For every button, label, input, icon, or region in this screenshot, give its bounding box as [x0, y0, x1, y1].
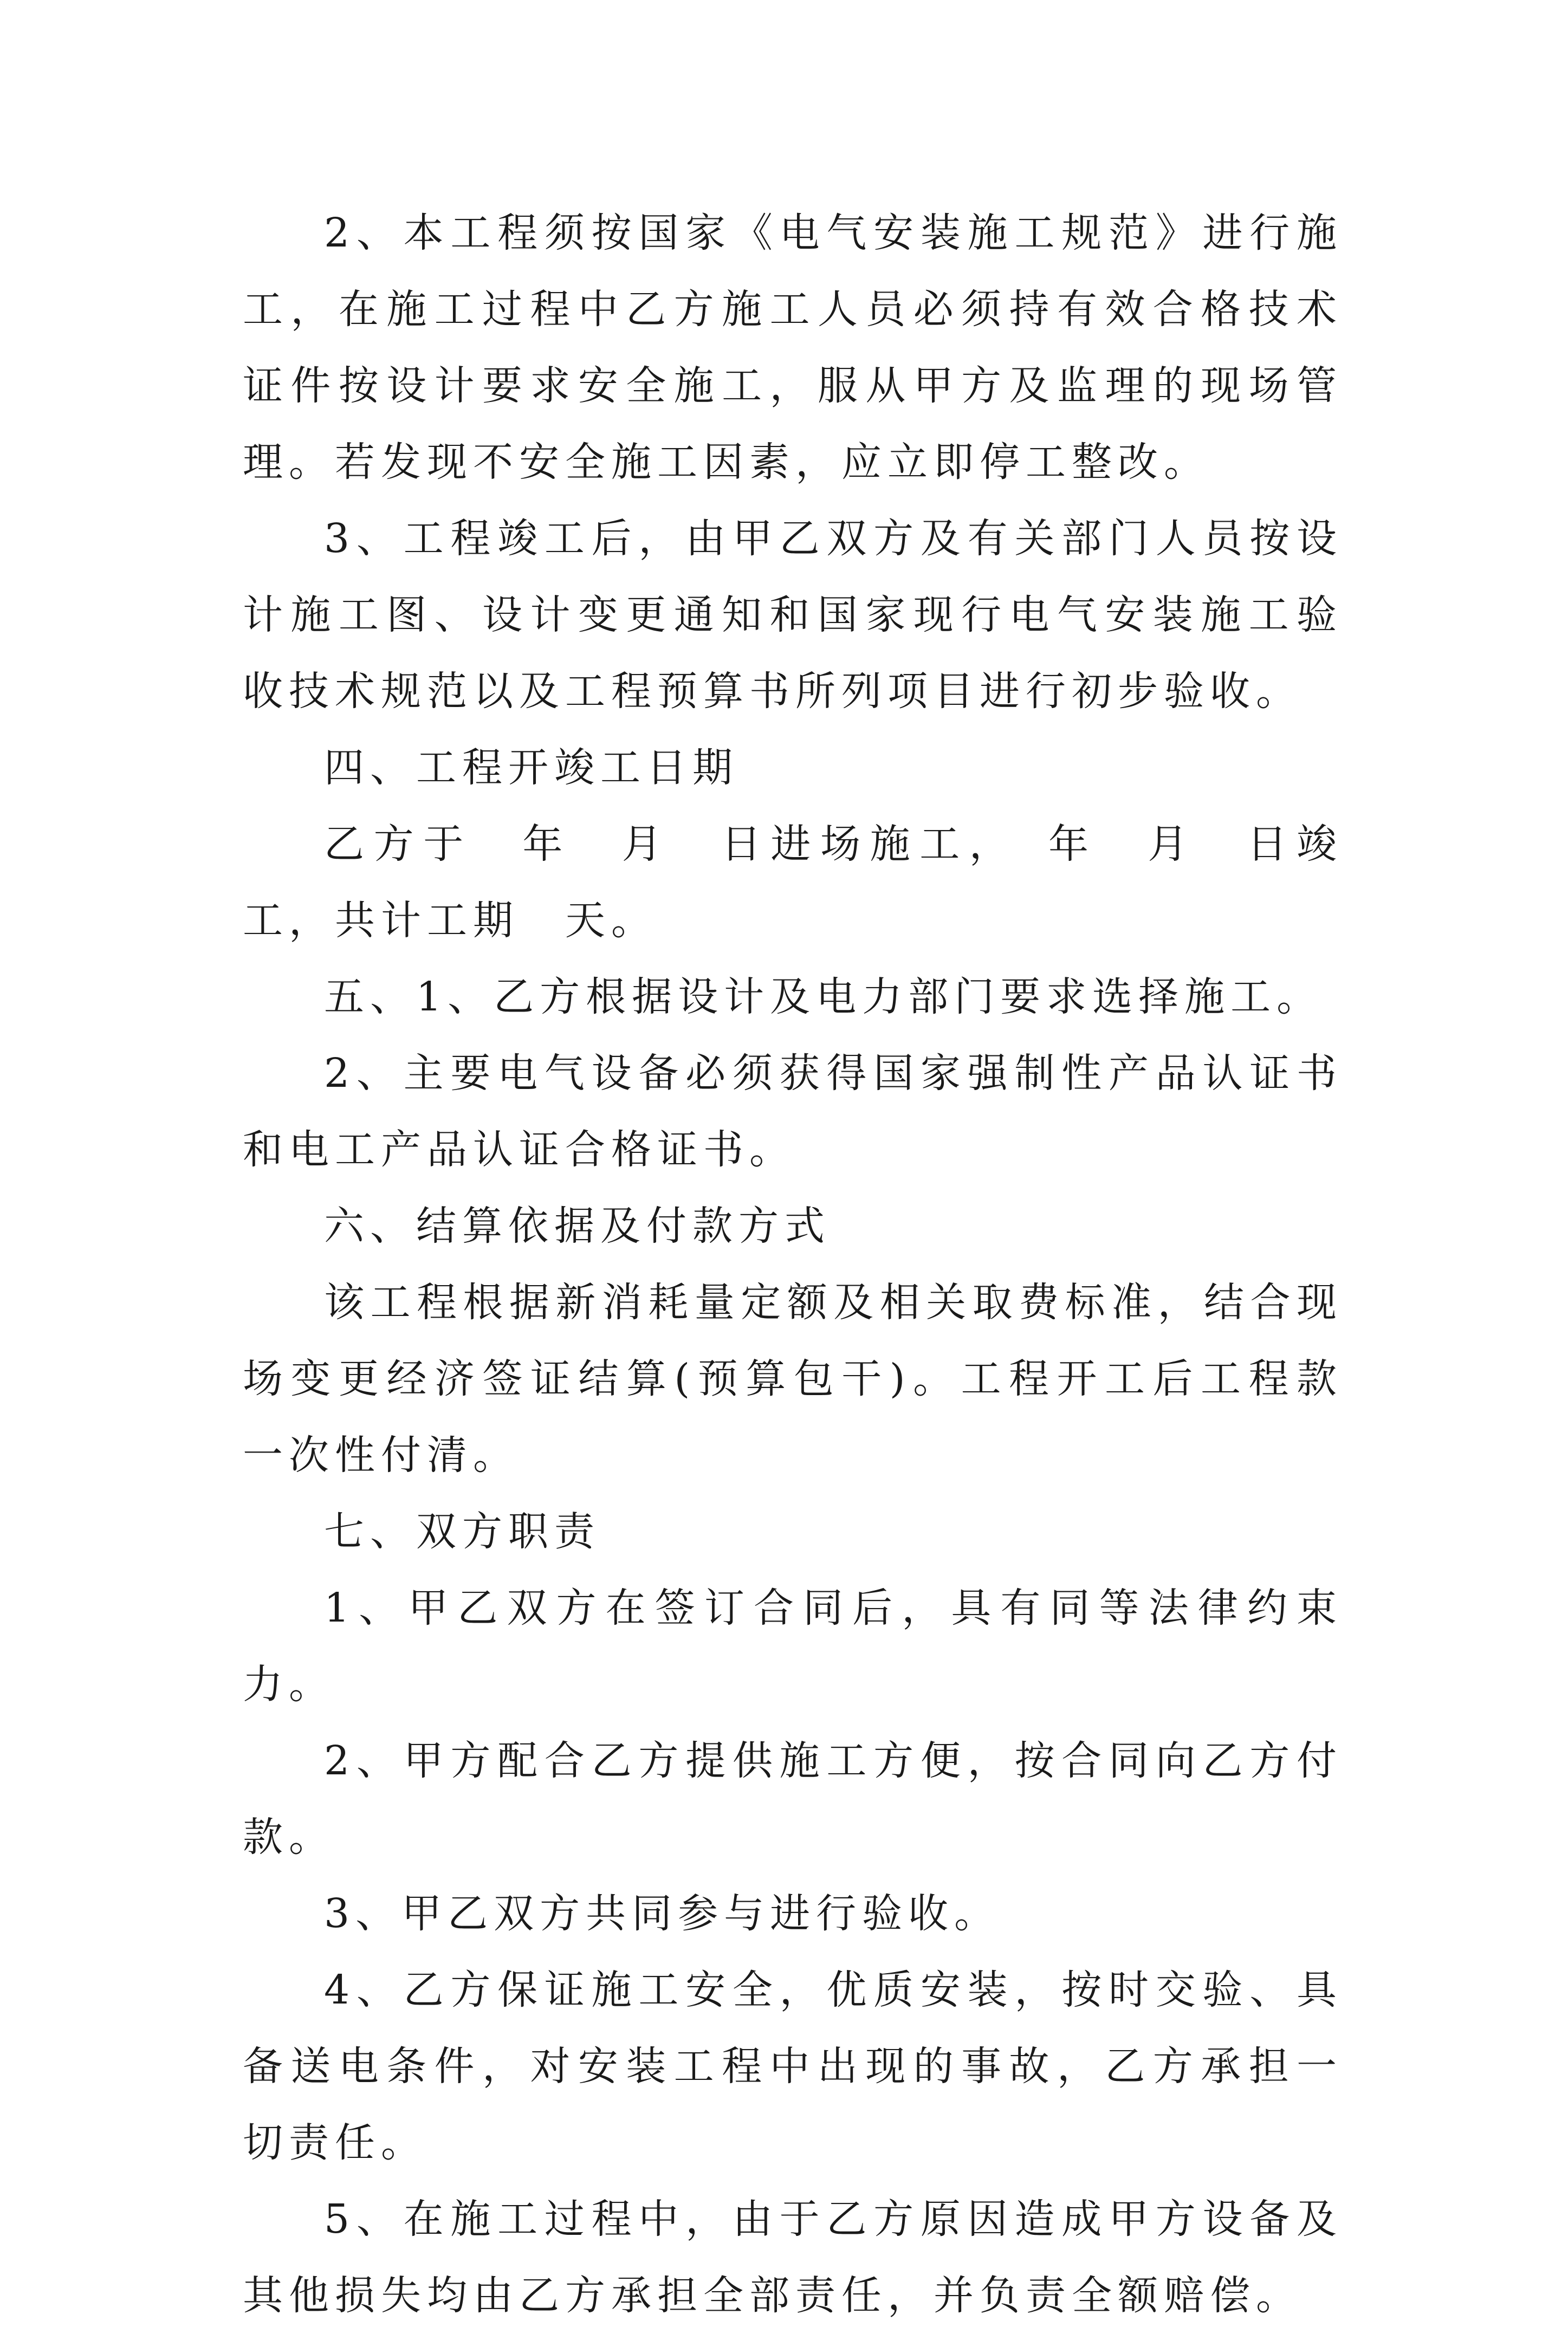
duty-4: 4、乙方保证施工安全，优质安装，按时交验、具备送电条件，对安装工程中出现的事故，乙方承担一切责任。 [243, 1967, 1343, 2166]
section-6-heading: 六、结算依据及付款方式 [324, 1203, 831, 1249]
settlement-paragraph: 该工程根据新消耗量定额及相关取费标准，结合现场变更经济签证结算(预算包干)。工程开工后工程款一次性付清。 [243, 1279, 1343, 1479]
duty-3: 3、甲乙双方共同参与进行验收。 [324, 1890, 1001, 1937]
clause-5-2: 2、主要电气设备必须获得国家强制性产品认证书和电工产品认证合格证书。 [243, 1050, 1343, 1173]
duty-1: 1、甲乙双方在签订合同后，具有同等法律约束力。 [243, 1585, 1343, 1708]
clause-5-1: 五、1、乙方根据设计及电力部门要求选择施工。 [324, 974, 1323, 1020]
schedule-paragraph: 乙方于 年 月 日进场施工， 年 月 日竣工，共计工期 天。 [243, 821, 1343, 944]
section-4-heading: 四、工程开竣工日期 [324, 744, 738, 791]
duty-2: 2、甲方配合乙方提供施工方便，按合同向乙方付款。 [243, 1737, 1343, 1860]
duty-5: 5、在施工过程中，由于乙方原因造成甲方设备及其他损失均由乙方承担全部责任，并负责全额赔偿。 [243, 2196, 1343, 2319]
clause-3-3: 3、工程竣工后，由甲乙双方及有关部门人员按设计施工图、设计变更通知和国家现行电气安装施工验收技术规范以及工程预算书所列项目进行初步验收。 [243, 515, 1343, 715]
document-body [243, 195, 1343, 2334]
section-7-heading: 七、双方职责 [324, 1508, 600, 1555]
clause-3-2: 2、本工程须按国家《电气安装施工规范》进行施工，在施工过程中乙方施工人员必须持有效合格技术证件按设计要求安全施工，服从甲方及监理的现场管理。若发现不安全施工因素，应立即停工整改。 [243, 210, 1343, 485]
